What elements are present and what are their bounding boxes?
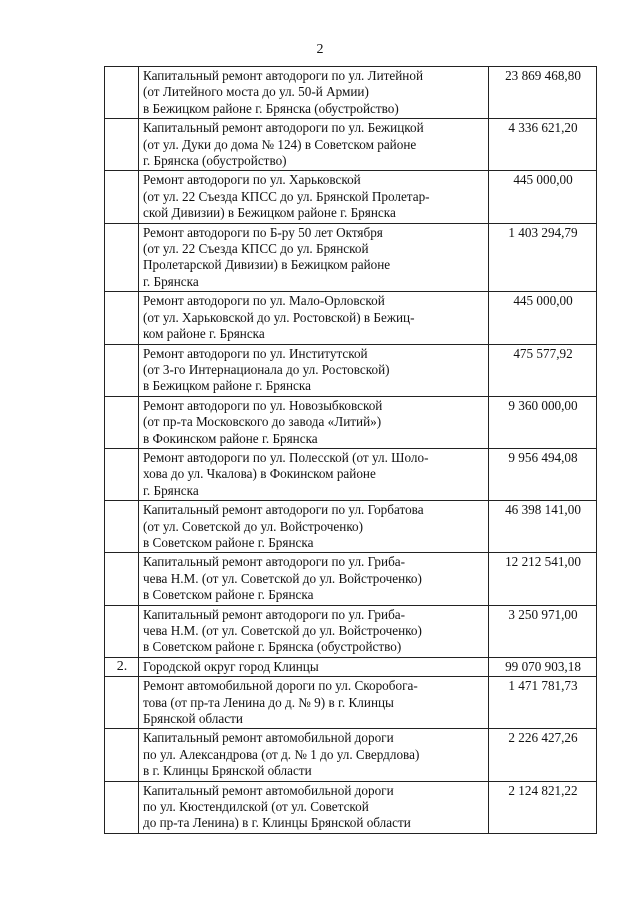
row-description — [139, 553, 489, 605]
description-line: Ремонт автодороги по ул. Полесской (от ул. Шоло- — [143, 449, 429, 465]
row-amount: 23 869 468,80 — [489, 67, 597, 119]
table-row — [105, 292, 597, 344]
description-line: Ремонт автомобильной дороги по ул. Скоробога- — [143, 678, 418, 694]
row-number — [105, 553, 139, 605]
description-line: (от ул. Советской до ул. Войстроченко) — [143, 518, 364, 534]
table-row — [105, 67, 597, 119]
row-amount: 1 471 781,73 — [489, 677, 597, 729]
table-row — [105, 657, 597, 676]
description-line: Ремонт автодороги по ул. Институтской — [143, 345, 368, 361]
table-row — [105, 171, 597, 223]
row-description — [139, 171, 489, 223]
description-line: в Бежицком районе г. Брянска (обустройство) — [143, 100, 399, 116]
description-line: по ул. Кюстендилской (от ул. Советской — [143, 799, 369, 815]
row-number — [105, 67, 139, 119]
description-line: в Фокинском районе г. Брянска — [143, 430, 318, 446]
description-line: чева Н.М. (от ул. Советской до ул. Войстроченко) — [143, 570, 422, 586]
description-line: (от ул. 22 Съезда КПСС до ул. Брянской — [143, 241, 369, 257]
row-amount: 4 336 621,20 — [489, 119, 597, 171]
description-line: г. Брянска — [143, 482, 199, 498]
row-number — [105, 605, 139, 657]
row-amount: 9 360 000,00 — [489, 396, 597, 448]
row-description — [139, 729, 489, 781]
description-line: това (от пр-та Ленина до д. № 9) в г. Клинцы — [143, 694, 394, 710]
description-line: (от Литейного моста до ул. 50-й Армии) — [143, 84, 369, 100]
description-line: Капитальный ремонт автодороги по ул. Гриба- — [143, 606, 406, 622]
row-number — [105, 292, 139, 344]
table-row — [105, 729, 597, 781]
description-line: Капитальный ремонт автодороги по ул. Гриба- — [143, 554, 406, 570]
description-line: хова до ул. Чкалова) в Фокинском районе — [143, 466, 376, 482]
row-amount: 1 403 294,79 — [489, 223, 597, 292]
row-description — [139, 396, 489, 448]
row-number — [105, 501, 139, 553]
row-amount: 475 577,92 — [489, 344, 597, 396]
row-number — [105, 677, 139, 729]
row-description — [139, 677, 489, 729]
table-row — [105, 677, 597, 729]
description-line: чева Н.М. (от ул. Советской до ул. Войстроченко) — [143, 623, 422, 638]
row-number: 2. — [105, 657, 139, 676]
description-line: (от ул. 22 Съезда КПСС до ул. Брянской Пролетар- — [143, 188, 430, 204]
description-line: Ремонт автодороги по ул. Новозыбковской — [143, 397, 383, 413]
description-line: в Бежицком районе г. Брянска — [143, 378, 311, 394]
table-row — [105, 119, 597, 171]
row-description — [139, 344, 489, 396]
table-row — [105, 223, 597, 292]
description-line: Капитальный ремонт автодороги по ул. Литейной — [143, 68, 424, 83]
table-body — [105, 67, 597, 834]
table-row — [105, 448, 597, 500]
description-line: в Советском районе г. Брянска — [143, 587, 314, 603]
row-description — [139, 448, 489, 500]
row-description — [139, 657, 489, 676]
table-row — [105, 396, 597, 448]
description-line: (от пр-та Московского до завода «Литий») — [143, 414, 382, 430]
row-amount: 445 000,00 — [489, 171, 597, 223]
row-description — [139, 223, 489, 292]
page-number: 2 — [316, 42, 324, 57]
description-line: до пр-та Ленина) в г. Клинцы Брянской области — [143, 815, 411, 831]
row-amount: 445 000,00 — [489, 292, 597, 344]
description-line: Капитальный ремонт автомобильной дороги — [143, 782, 394, 798]
row-description — [139, 501, 489, 553]
description-line: в г. Клинцы Брянской области — [143, 763, 312, 779]
description-line: г. Брянска — [143, 273, 199, 289]
description-line: Капитальный ремонт автодороги по ул. Горбатова — [143, 502, 424, 518]
description-line: по ул. Александрова (от д. № 1 до ул. Свердлова) — [143, 746, 420, 762]
description-line: Капитальный ремонт автомобильной дороги — [143, 730, 394, 746]
row-number — [105, 119, 139, 171]
row-number — [105, 448, 139, 500]
description-line: Ремонт автодороги по ул. Харьковской — [143, 172, 361, 188]
description-line: в Советском районе г. Брянска — [143, 534, 314, 550]
description-line: в Советском районе г. Брянска (обустройство) — [143, 639, 402, 655]
row-number — [105, 729, 139, 781]
row-description — [139, 781, 489, 833]
funding-table — [104, 66, 597, 834]
row-description — [139, 67, 489, 119]
row-number — [105, 171, 139, 223]
row-number — [105, 223, 139, 292]
row-amount: 2 124 821,22 — [489, 781, 597, 833]
table-row — [105, 501, 597, 553]
row-amount: 2 226 427,26 — [489, 729, 597, 781]
row-amount: 99 070 903,18 — [489, 657, 597, 676]
description-line: Брянской области — [143, 711, 243, 727]
row-amount: 46 398 141,00 — [489, 501, 597, 553]
table-row — [105, 344, 597, 396]
row-number — [105, 396, 139, 448]
row-description — [139, 292, 489, 344]
row-amount: 9 956 494,08 — [489, 448, 597, 500]
description-line: (от 3-го Интернационала до ул. Ростовской) — [143, 361, 390, 377]
row-amount: 12 212 541,00 — [489, 553, 597, 605]
description-line: (от ул. Дуки до дома № 124) в Советском районе — [143, 136, 417, 152]
description-line: Капитальный ремонт автодороги по ул. Бежицкой — [143, 120, 424, 136]
row-description — [139, 605, 489, 657]
description-line: Ремонт автодороги по ул. Мало-Орловской — [143, 293, 385, 309]
description-line: ской Дивизии) в Бежицком районе г. Брянска — [143, 205, 396, 221]
description-line: Пролетарской Дивизии) в Бежицком районе — [143, 257, 391, 273]
description-line: Ремонт автодороги по Б-ру 50 лет Октября — [143, 224, 383, 240]
table-row — [105, 781, 597, 833]
description-line: г. Брянска (обустройство) — [143, 153, 287, 169]
row-amount: 3 250 971,00 — [489, 605, 597, 657]
row-number — [105, 344, 139, 396]
description-line: Городской округ город Клинцы — [143, 658, 319, 674]
row-number — [105, 781, 139, 833]
description-line: ком районе г. Брянска — [143, 326, 265, 342]
row-description — [139, 119, 489, 171]
description-line: (от ул. Харьковской до ул. Ростовской) в Бежиц- — [143, 309, 415, 325]
table-row — [105, 553, 597, 605]
table-row — [105, 605, 597, 657]
